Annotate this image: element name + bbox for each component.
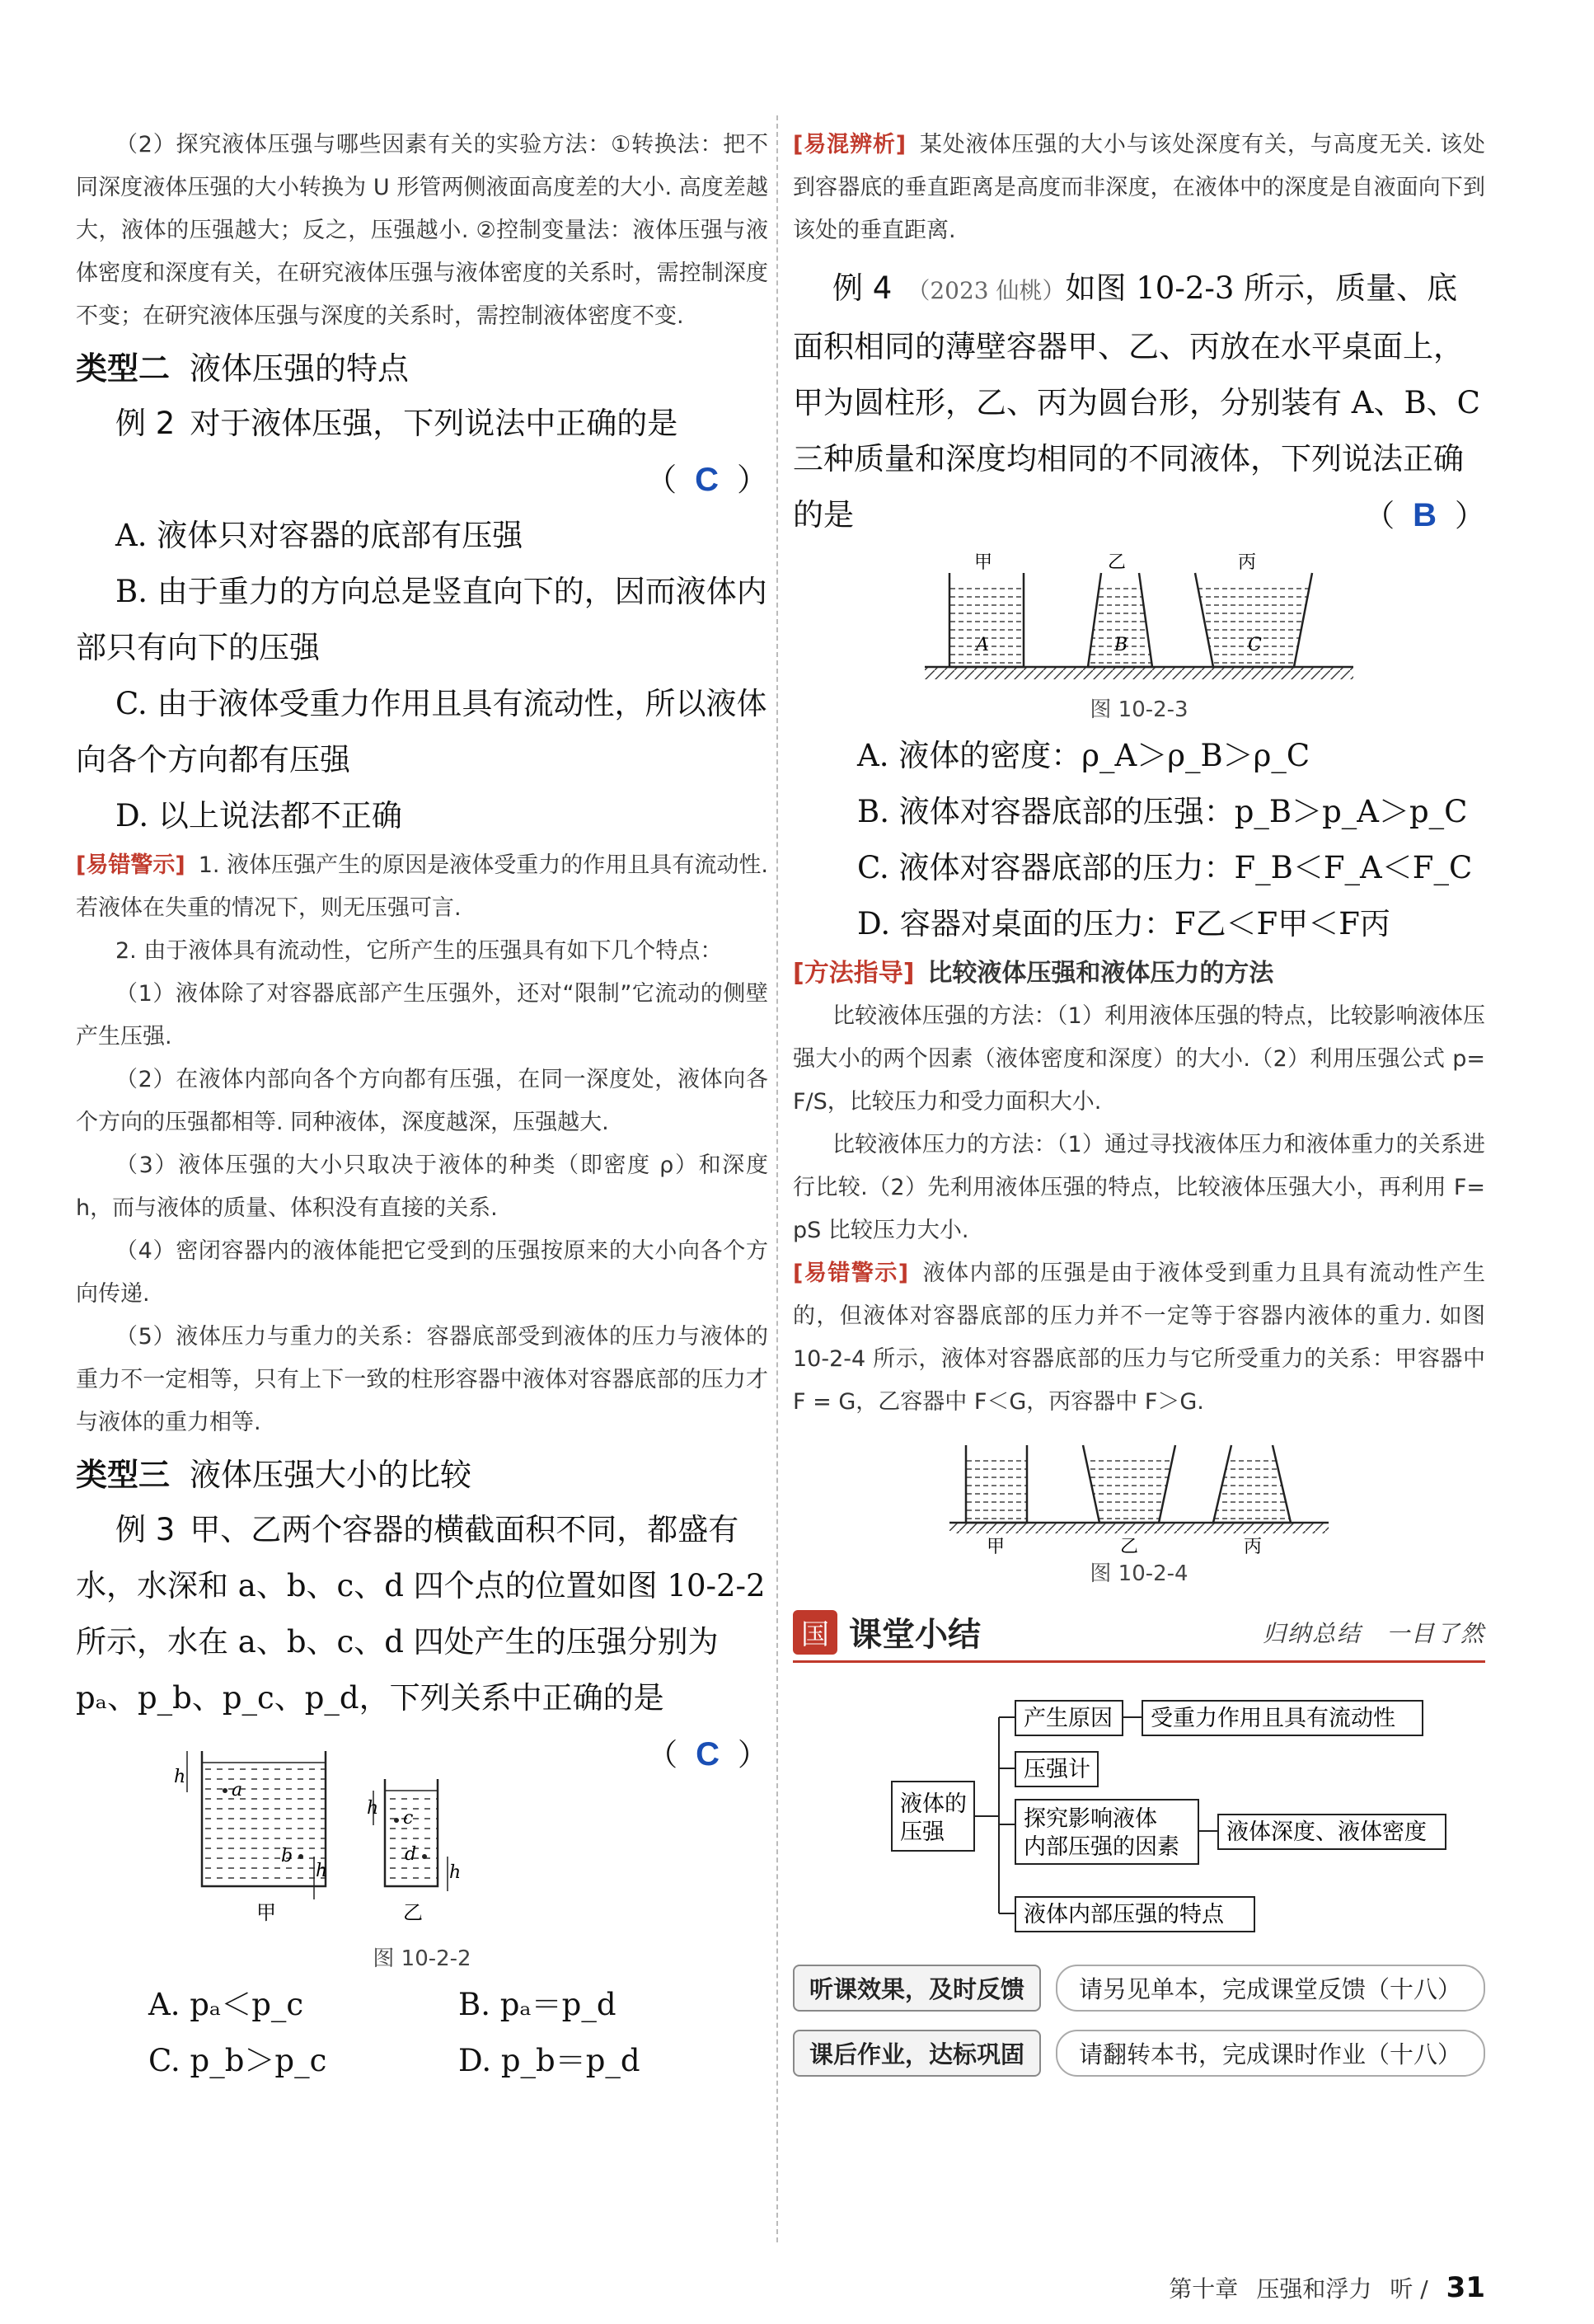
feedback-row-2	[793, 2030, 1485, 2077]
fig3-label-yi: 乙	[1108, 552, 1127, 573]
example3-option-a: A. pₐ＜p_c	[148, 1987, 304, 2022]
example2-text: 对于液体压强，下列说法中正确的是	[190, 406, 678, 441]
feedback-text-2: 请翻转本书，完成课时作业（十八）	[1056, 2030, 1485, 2077]
fig4-label-bing: 丙	[1244, 1537, 1263, 1556]
concept-map	[826, 1683, 1452, 1946]
warning1-item-5: （3）液体压强的大小只取决于液体的种类（即密度 ρ）和深度 h，而与液体的质量、体积没有直接的关系.	[76, 1153, 768, 1221]
map-leaf-factors: 液体深度、液体密度	[1226, 1819, 1427, 1845]
map-root-line1: 液体的	[900, 1791, 967, 1817]
example2-option-d: D. 以上说法都不正确	[115, 798, 402, 833]
example3-option-b: B. pₐ＝p_d	[458, 1987, 617, 2022]
fig4-label-yi: 乙	[1120, 1537, 1139, 1556]
point-c: c	[402, 1808, 413, 1829]
example3-label: 例 3	[115, 1512, 176, 1547]
method-title: 比较液体压强和液体压力的方法	[927, 959, 1274, 988]
method-paragraph-2: 比较液体压力的方法：（1）通过寻找液体压力和液体重力的关系进行比较.（2）先利用液体压强的特点，比较液体压强大小，再利用 F= pS 比较压力大小.	[793, 1132, 1485, 1243]
feedback-tag-2: 课后作业，达标巩固	[793, 2030, 1041, 2077]
map-root-line2: 压强	[900, 1819, 945, 1845]
jia-h-top: h	[173, 1767, 185, 1787]
summary-icon: 国	[793, 1610, 837, 1655]
page-footer	[1169, 2271, 1485, 2304]
example3-option-d: D. p_b＝p_d	[458, 2043, 640, 2078]
yi-h-bottom: h	[448, 1862, 461, 1883]
example3-text: 甲、乙两个容器的横截面积不同，都盛有水，水深和 a、b、c、d 四个点的位置如图 10-2-2 所示，水在 a、b、c、d 四处产生的压强分别为 pₐ、p_b、p_c、p_d，下列关系中正确的是	[76, 1512, 766, 1716]
summary-header	[793, 1603, 1485, 1663]
example2-option-a: A. 液体只对容器的底部有压强	[115, 518, 523, 553]
example2-question	[76, 396, 768, 452]
example2-answer-row: （ C ）	[645, 462, 768, 498]
liquid-a: A	[976, 635, 989, 655]
type2-heading	[76, 341, 768, 396]
example2-label: 例 2	[115, 406, 176, 441]
example4-text: 如图 10-2-3 所示，质量、底面积相同的薄壁容器甲、乙、丙放在水平桌面上，甲为圆柱形，乙、丙为圆台形，分别装有 A、B、C 三种质量和深度均相同的不同液体，下列说法正确的是	[793, 270, 1480, 533]
yi-h-top: h	[366, 1798, 378, 1819]
warning1-tag: [易错警示]	[76, 852, 185, 878]
figure-10-2-3-caption: 图 10-2-3	[1090, 697, 1188, 722]
column-divider	[776, 115, 778, 2242]
confuse-tag: [易混辨析]	[793, 132, 907, 157]
map-branch-features: 液体内部压强的特点	[1024, 1902, 1224, 1927]
warning2-note: [易错警示] 液体内部的压强是由于液体受到重力且具有流动性产生的，但液体对容器底部的压力并不一定等于容器内液体的重力. 如图 10-2-4 所示，液体对容器底部的压力与它所受重力的关系：甲容器中 F = G，乙容器中 F＜G，丙容器中 F＞G.	[793, 1261, 1485, 1415]
left-column	[76, 124, 768, 2089]
confuse-note: [易混辨析] 某处液体压强的大小与该处深度有关，与高度无关. 该处到容器底的垂直距离是高度而非深度，在液体中的深度是自液面向下到该处的垂直距离.	[793, 132, 1485, 243]
footer-title: 压强和浮力	[1256, 2275, 1372, 2303]
jia-h-bottom: h	[315, 1861, 327, 1881]
example4-option-b: B. 液体对容器底部的压强：p_B＞p_A＞p_C	[857, 794, 1468, 829]
figure-10-2-4	[949, 1432, 1329, 1556]
warning1-item-6: （4）密闭容器内的液体能把它受到的压强按原来的大小向各个方向传递.	[76, 1238, 768, 1307]
example2-option-b: B. 由于重力的方向总是竖直向下的，因而液体内部只有向下的压强	[76, 574, 767, 665]
example4-label: 例 4	[832, 270, 893, 306]
map-branch-factors-line1: 探究影响液体	[1024, 1806, 1157, 1832]
summary-title: 课堂小结	[849, 1616, 981, 1654]
point-d: d	[404, 1844, 416, 1865]
fig3-label-bing: 丙	[1238, 552, 1257, 573]
map-branch-cause: 产生原因	[1024, 1706, 1113, 1731]
summary-subtitle: 归纳总结 一目了然	[1262, 1619, 1485, 1647]
right-column	[793, 124, 1485, 2077]
liquid-b: B	[1114, 635, 1128, 655]
map-leaf-cause: 受重力作用且具有流动性	[1151, 1706, 1395, 1731]
method-heading	[793, 952, 1485, 995]
map-branch-factors-line2: 内部压强的因素	[1024, 1834, 1179, 1860]
type3-label: 类型三	[76, 1457, 171, 1493]
warning1-item-7: （5）液体压力与重力的关系：容器底部受到液体的压力与液体的重力不一定相等，只有上下一致的柱形容器中液体对容器底部的压力才与液体的重力相等.	[76, 1324, 768, 1435]
feedback-row-1	[793, 1965, 1485, 2012]
point-b: b	[280, 1846, 293, 1866]
map-branch-gauge: 压强计	[1024, 1757, 1090, 1782]
example2-answer: C	[695, 462, 719, 498]
example4-answer: B	[1413, 497, 1437, 533]
warning1-item-2: 2. 由于液体具有流动性，它所产生的压强具有如下几个特点：	[115, 938, 723, 964]
warning2-tag: [易错警示]	[793, 1261, 909, 1286]
footer-chapter: 第十章	[1169, 2275, 1239, 2303]
example4-option-a: A. 液体的密度：ρ_A＞ρ_B＞ρ_C	[857, 738, 1310, 773]
label-jia: 甲	[256, 1901, 276, 1924]
warning1-item-3: （1）液体除了对容器底部产生压强外，还对“限制”它流动的侧壁产生压强.	[76, 981, 768, 1049]
type3-heading	[76, 1448, 768, 1502]
fig4-label-jia: 甲	[987, 1537, 1006, 1556]
warning1-item-1: [易错警示] 1. 液体压强产生的原因是液体受重力的作用且具有流动性. 若液体在失重的情况下，则无压强可言.	[76, 852, 768, 921]
feedback-text-1: 请另见单本，完成课堂反馈（十八）	[1056, 1965, 1485, 2012]
figure-10-2-4-caption: 图 10-2-4	[1090, 1561, 1188, 1586]
example4-option-d: D. 容器对桌面的压力：F乙＜F甲＜F丙	[857, 906, 1390, 941]
method-tag: [方法指导]	[793, 959, 915, 988]
example3-question: 例 3 甲、乙两个容器的横截面积不同，都盛有水，水深和 a、b、c、d 四个点的位置如图 10-2-2 所示，水在 a、b、c、d 四处产生的压强分别为 pₐ、p_b、p_c、p_d，下列关系中正确的是 （ C ）	[76, 1512, 768, 1772]
example3-options	[76, 1977, 768, 2089]
method-paragraph-1: 比较液体压强的方法：（1）利用液体压强的特点，比较影响液体压强大小的两个因素（液体密度和深度）的大小.（2）利用压强公式 p= F/S，比较压力和受力面积大小.	[793, 1003, 1485, 1115]
type2-label: 类型二	[76, 350, 171, 387]
intro-paragraph: （2）探究液体压强与哪些因素有关的实验方法：①转换法：把不同深度液体压强的大小转换为 U 形管两侧液面高度差的大小. 高度差越大，液体的压强越大；反之，压强越小. ②控制变量法：液体压强与液体密度和深度有关，在研究液体压强与液体密度的关系时，需控制深度不变；在研究液体压强与深度的关系时，需控制液体密度不变.	[76, 132, 768, 329]
liquid-c: C	[1248, 635, 1262, 655]
point-a: a	[231, 1780, 242, 1801]
example4-question: 例 4 （2023 仙桃）如图 10-2-3 所示，质量、底面积相同的薄壁容器甲、乙、丙放在水平桌面上，甲为圆柱形，乙、丙为圆台形，分别装有 A、B、C 三种质量和深度均相同的不同液体，下列说法正确的是 （ B ）	[793, 270, 1485, 533]
figure-10-2-2-caption: 图 10-2-2	[373, 1946, 471, 1971]
example3-answer: C	[696, 1736, 720, 1772]
example2-option-c: C. 由于液体受重力作用且具有流动性，所以液体向各个方向都有压强	[76, 686, 767, 777]
warning1-item-4: （2）在液体内部向各个方向都有压强，在同一深度处，液体向各个方向的压强都相等. 同种液体，深度越深，压强越大.	[76, 1067, 768, 1135]
label-yi: 乙	[402, 1901, 423, 1924]
example3-option-c: C. p_b＞p_c	[148, 2043, 327, 2078]
example4-source: （2023 仙桃）	[907, 277, 1066, 304]
figure-10-2-3	[925, 552, 1353, 692]
type3-name: 液体压强大小的比较	[190, 1457, 472, 1493]
fig3-label-jia: 甲	[974, 552, 993, 573]
feedback-tag-1: 听课效果，及时反馈	[793, 1965, 1041, 2012]
example4-option-c: C. 液体对容器底部的压力：F_B＜F_A＜F_C	[857, 850, 1473, 885]
figure-10-2-2	[169, 1735, 515, 1941]
type2-name: 液体压强的特点	[190, 350, 410, 387]
footer-mark: 听 /	[1390, 2275, 1428, 2303]
page-number: 31	[1446, 2271, 1485, 2304]
